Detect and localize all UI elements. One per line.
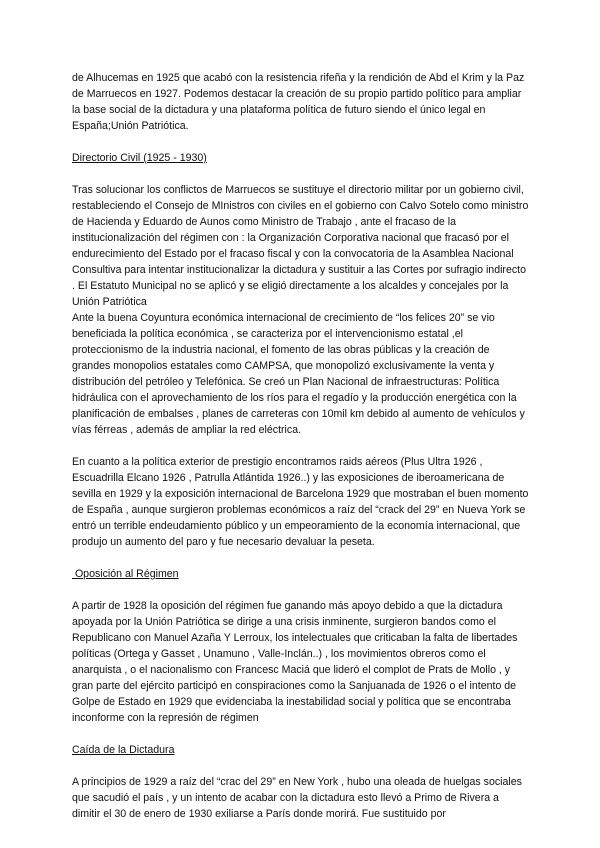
intro-paragraph: de Alhucemas en 1925 que acabó con la resistencia rifeña y la rendición de Abd el Krim y la Paz de Marruecos en 1927. Podemos destacar la creación de su propio partido político para ampliar la base social de la dictadura y una plataforma política de futuro siendo el único legal en España;Unión Patriótica. [72, 72, 525, 132]
directorio-civil-paragraph-1: Tras solucionar los conflictos de Marruecos se sustituye el directorio militar por un gobierno civil, restableciendo el Consejo de MInistros con civiles en el gobierno con Calvo Sotelo como ministro de Hacienda y Eduardo de Aunos como Ministro de Trabajo , ante el fracaso de la institucionalización del régimen con : la Organización Corporativa nacional que fracasó por el endurecimiento del Estado por el fracaso fiscal y con la convocatoria de la Asamblea Nacional Consultiva para intentar institucionalizar la dictadura y sustituir a las Cortes por sufragio indirecto . El Estatuto Municipal no se aplicó y se eligió directamente a los alcaldes y concejales por la Unión Patriótica [72, 184, 529, 308]
section-heading-directorio-civil: Directorio Civil (1925 - 1930) [72, 152, 207, 164]
document-page [72, 70, 530, 822]
oposicion-paragraph-1: A partir de 1928 la oposición del régimen fue ganando más apoyo debido a que la dictadura apoyada por la Unión Patriótica se dirige a una crisis inminente, surgieron bandos como el Republicano con Manuel Azaña Y Lerroux, los intelectuales que criticaban la falta de libertades políticas (Ortega y Gasset , Unamuno , Valle-Inclán..) , los movimientos obreros como el anarquista , o el nacionalismo con Francesc Maciá que lideró el complot de Prats de Mollo , y gran parte del ejército participó en conspiraciones como la Sanjuanada de 1926 o el intento de Golpe de Estado en 1929 que evidenciaba la inestabilidad social y política que se encontraba inconforme con la represión de régimen [72, 600, 518, 724]
directorio-civil-paragraph-2: Ante la buena Coyuntura económica internacional de crecimiento de “los felices 20” se vio beneficiada la política económica , se caracteriza por el intervencionismo estatal ,el proteccionismo de la industria nacional, el fomento de las obras públicas y la creación de grandes monopolios estatales como CAMPSA, que monopolizó exclusivamente la venta y distribución del petróleo y Telefónica. Se creó un Plan Nacional de infraestructuras: Política hidráulica con el aprovechamiento de los ríos para el regadío y la producción energética con la planificación de embalses , planes de carreteras con 10mil km debido al aumento de vehículos y vías férreas , además de ampliar la red eléctrica. [72, 312, 525, 436]
directorio-civil-paragraph-3: En cuanto a la política exterior de prestigio encontramos raids aéreos (Plus Ultra 1926 , Escuadrilla Elcano 1926 , Patrulla Atlántida 1926..) y las exposiciones de iberoamericana de sevilla en 1929 y la exposición internacional de Barcelona 1929 que mostraban el buen momento de España , aunque surgieron problemas económicos a raíz del “crack del 29” en Nueva York se entró un terrible endeudamiento público y un empeoramiento de la economía internacional, que produjo un aumento del paro y fue necesario devaluar la peseta. [72, 456, 529, 548]
caida-paragraph-1: A principios de 1929 a raíz del “crac del 29” en New York , hubo una oleada de huelgas sociales que sacudió el país , y un intento de acabar con la dictadura esto llevó a Primo de Rivera a dimitir el 30 de enero de 1930 exiliarse a París donde morirá. Fue sustituido por [72, 776, 522, 820]
section-heading-oposicion: Oposición al Régimen [72, 568, 179, 580]
section-heading-caida: Caída de la Dictadura [72, 744, 175, 756]
